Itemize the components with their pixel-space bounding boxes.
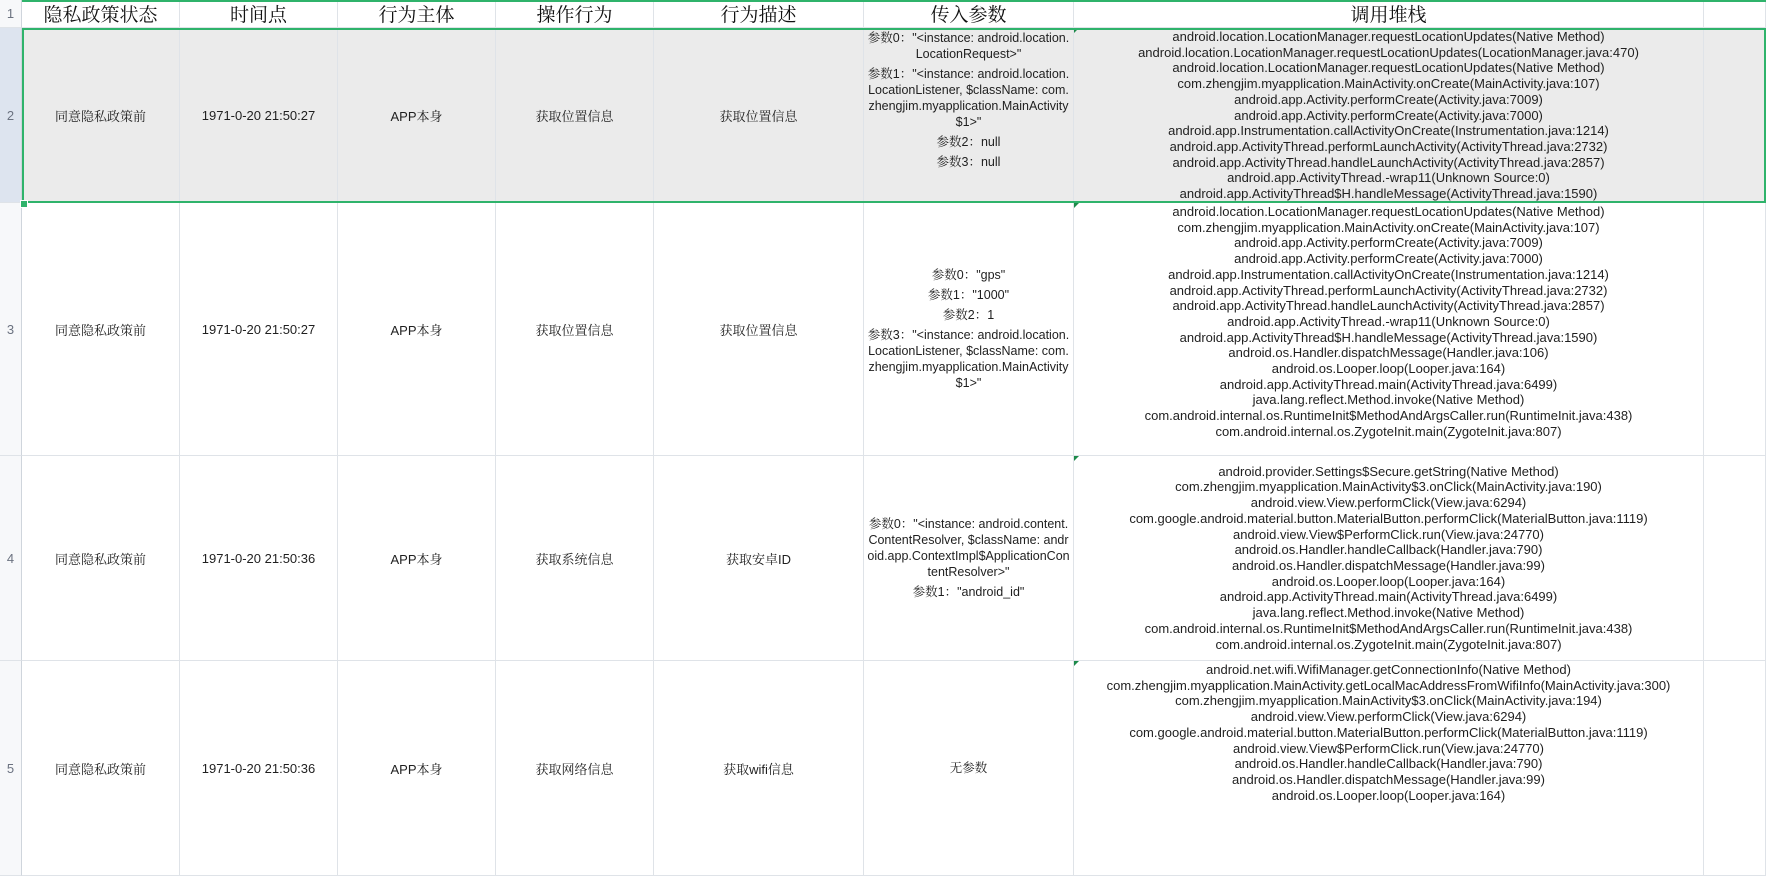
param-line: 参数1："android_id" (912, 585, 1025, 599)
cell-actor[interactable]: APP本身 (338, 28, 496, 203)
cell-description[interactable]: 获取位置信息 (654, 28, 864, 203)
cell-actor[interactable]: APP本身 (338, 661, 496, 876)
comment-marker-icon (1074, 28, 1079, 33)
column-header-time[interactable]: 时间点 (180, 0, 338, 28)
stack-line: android.app.Instrumentation.callActivityOnCreate(Instrumentation.java:1214) (1168, 123, 1609, 139)
stack-line: com.android.internal.os.ZygoteInit.main(ZygoteInit.java:807) (1215, 636, 1562, 652)
stack-line: com.android.internal.os.RuntimeInit$MethodAndArgsCaller.run(RuntimeInit.java:438) (1144, 408, 1633, 424)
stack-line: android.os.Handler.handleCallback(Handler.java:790) (1234, 756, 1543, 772)
header-row (0, 0, 1766, 29)
param-line: 参数1："1000" (927, 288, 1010, 302)
stack-line: android.app.ActivityThread.main(ActivityThread.java:6499) (1219, 589, 1558, 605)
param-line: 参数0："gps" (931, 268, 1006, 282)
stack-line: android.os.Looper.loop(Looper.java:164) (1271, 787, 1506, 803)
cell-actor[interactable]: APP本身 (338, 456, 496, 661)
stack-line: android.app.Activity.performCreate(Activity.java:7000) (1234, 107, 1543, 123)
cell-stack[interactable] (1074, 456, 1704, 661)
column-header-actor[interactable]: 行为主体 (338, 0, 496, 28)
cell-empty[interactable] (1704, 203, 1766, 456)
cell-description[interactable]: 获取wifi信息 (654, 661, 864, 876)
stack-line: android.view.View$PerformClick.run(View.java:24770) (1233, 526, 1544, 542)
cell-stack[interactable] (1074, 661, 1704, 876)
param-line: 参数0："<instance: android.content.ContentResolver, $className: android.app.ContextImpl$ApplicationContentResolver>" (867, 517, 1070, 579)
cell-params[interactable] (864, 456, 1074, 661)
table-row[interactable] (0, 661, 1766, 876)
param-line: 参数1："<instance: android.location.LocationListener, $className: com.zhengjim.myapplication.MainActivity$1>" (867, 67, 1070, 129)
stack-line: com.google.android.material.button.MaterialButton.performClick(MaterialButton.java:1119) (1129, 724, 1648, 740)
stack-line: android.os.Handler.dispatchMessage(Handler.java:99) (1232, 558, 1545, 573)
param-line: 参数2：1 (942, 308, 995, 322)
stack-line: android.view.View.performClick(View.java:6294) (1250, 709, 1527, 725)
cell-status[interactable]: 同意隐私政策前 (22, 661, 180, 876)
stack-line: java.lang.reflect.Method.invoke(Native Method) (1252, 392, 1525, 408)
stack-line: android.app.ActivityThread$H.handleMessage(ActivityThread.java:1590) (1179, 329, 1598, 345)
column-header-description[interactable]: 行为描述 (654, 0, 864, 28)
param-line: 无参数 (949, 761, 988, 775)
comment-marker-icon (1074, 661, 1079, 666)
stack-line: android.app.ActivityThread.handleLaunchActivity(ActivityThread.java:2857) (1172, 298, 1605, 314)
comment-marker-icon (1074, 456, 1079, 461)
stack-line: android.net.wifi.WifiManager.getConnectionInfo(Native Method) (1206, 662, 1571, 677)
cell-time[interactable]: 1971-0-20 21:50:27 (180, 203, 338, 456)
column-header-privacy-status[interactable]: 隐私政策状态 (22, 0, 180, 28)
row-number[interactable]: 1 (0, 0, 22, 28)
stack-line: com.google.android.material.button.MaterialButton.performClick(MaterialButton.java:1119) (1129, 510, 1648, 526)
stack-line: com.zhengjim.myapplication.MainActivity.getLocalMacAddressFromWifiInfo(MainActivity.java:300) (1106, 677, 1671, 693)
stack-line: android.location.LocationManager.requestLocationUpdates(Native Method) (1172, 60, 1605, 76)
fill-handle[interactable] (20, 200, 28, 208)
table-row[interactable] (0, 203, 1766, 456)
cell-stack[interactable] (1074, 203, 1704, 456)
cell-empty[interactable] (1704, 456, 1766, 661)
stack-line: android.app.ActivityThread$H.handleMessage(ActivityThread.java:1590) (1179, 186, 1598, 202)
stack-line: android.app.ActivityThread.performLaunchActivity(ActivityThread.java:2732) (1169, 138, 1608, 154)
table-row[interactable] (0, 28, 1766, 203)
cell-description[interactable]: 获取位置信息 (654, 203, 864, 456)
cell-empty[interactable] (1704, 661, 1766, 876)
stack-line: android.os.Looper.loop(Looper.java:164) (1271, 573, 1506, 589)
cell-status[interactable]: 同意隐私政策前 (22, 203, 180, 456)
cell-action[interactable]: 获取系统信息 (496, 456, 654, 661)
stack-line: android.app.Activity.performCreate(Activity.java:7000) (1234, 251, 1543, 267)
selection-top-edge (22, 0, 1766, 2)
row-number[interactable]: 4 (0, 456, 22, 661)
column-header-action[interactable]: 操作行为 (496, 0, 654, 28)
stack-line: java.lang.reflect.Method.invoke(Native Method) (1252, 605, 1525, 621)
cell-params[interactable] (864, 203, 1074, 456)
stack-line: com.zhengjim.myapplication.MainActivity.onCreate(MainActivity.java:107) (1177, 76, 1600, 92)
cell-status[interactable]: 同意隐私政策前 (22, 28, 180, 203)
stack-line: android.app.ActivityThread.-wrap11(Unknown Source:0) (1227, 170, 1550, 186)
stack-line: com.zhengjim.myapplication.MainActivity$3.onClick(MainActivity.java:190) (1175, 479, 1602, 495)
cell-params[interactable] (864, 28, 1074, 203)
cell-description[interactable]: 获取安卓ID (654, 456, 864, 661)
stack-line: android.os.Handler.dispatchMessage(Handler.java:99) (1232, 771, 1545, 787)
stack-line: android.app.ActivityThread.-wrap11(Unknown Source:0) (1227, 313, 1550, 329)
cell-time[interactable]: 1971-0-20 21:50:36 (180, 661, 338, 876)
stack-line: com.zhengjim.myapplication.MainActivity$3.onClick(MainActivity.java:194) (1175, 693, 1602, 709)
stack-line: android.os.Handler.handleCallback(Handler.java:790) (1234, 542, 1543, 558)
stack-line: com.android.internal.os.RuntimeInit$MethodAndArgsCaller.run(RuntimeInit.java:438) (1144, 620, 1633, 636)
stack-line: com.zhengjim.myapplication.MainActivity.onCreate(MainActivity.java:107) (1177, 219, 1600, 235)
param-line: 参数0："<instance: android.location.LocationRequest>" (867, 31, 1070, 61)
comment-marker-icon (1074, 203, 1079, 208)
cell-params[interactable] (864, 661, 1074, 876)
cell-time[interactable]: 1971-0-20 21:50:27 (180, 28, 338, 203)
stack-line: android.location.LocationManager.requestLocationUpdates(LocationManager.java:470) (1138, 44, 1639, 60)
stack-line: android.app.ActivityThread.handleLaunchActivity(ActivityThread.java:2857) (1172, 154, 1605, 170)
stack-line: android.view.View$PerformClick.run(View.java:24770) (1233, 740, 1544, 756)
cell-action[interactable]: 获取位置信息 (496, 203, 654, 456)
cell-time[interactable]: 1971-0-20 21:50:36 (180, 456, 338, 661)
cell-action[interactable]: 获取位置信息 (496, 28, 654, 203)
cell-stack[interactable] (1074, 28, 1704, 203)
column-header-params[interactable]: 传入参数 (864, 0, 1074, 28)
column-header-stack[interactable]: 调用堆栈 (1074, 0, 1704, 28)
row-number[interactable]: 3 (0, 203, 22, 456)
param-line: 参数2：null (936, 135, 1001, 149)
param-line: 参数3："<instance: android.location.LocationListener, $className: com.zhengjim.myapplication.MainActivity$1>" (867, 328, 1070, 390)
table-row[interactable] (0, 456, 1766, 661)
stack-line: android.os.Looper.loop(Looper.java:164) (1271, 361, 1506, 377)
cell-empty[interactable] (1704, 28, 1766, 203)
stack-line: android.app.Activity.performCreate(Activity.java:7009) (1234, 235, 1543, 251)
cell-actor[interactable]: APP本身 (338, 203, 496, 456)
stack-line: android.app.Instrumentation.callActivityOnCreate(Instrumentation.java:1214) (1168, 266, 1609, 282)
param-line: 参数3：null (936, 155, 1001, 169)
cell-action[interactable]: 获取网络信息 (496, 661, 654, 876)
column-header-empty[interactable] (1704, 0, 1766, 28)
row-number[interactable]: 2 (0, 28, 22, 203)
stack-line: android.view.View.performClick(View.java:6294) (1250, 495, 1527, 511)
stack-line: android.app.Activity.performCreate(Activity.java:7009) (1234, 91, 1543, 107)
stack-line: com.android.internal.os.ZygoteInit.main(ZygoteInit.java:807) (1215, 423, 1562, 439)
cell-status[interactable]: 同意隐私政策前 (22, 456, 180, 661)
stack-line: android.app.ActivityThread.main(ActivityThread.java:6499) (1219, 376, 1558, 392)
stack-line: android.location.LocationManager.requestLocationUpdates(Native Method) (1172, 29, 1605, 44)
row-number[interactable]: 5 (0, 661, 22, 876)
stack-line: android.provider.Settings$Secure.getString(Native Method) (1218, 463, 1559, 479)
stack-line: android.location.LocationManager.requestLocationUpdates(Native Method) (1172, 204, 1605, 219)
stack-line: android.app.ActivityThread.performLaunchActivity(ActivityThread.java:2732) (1169, 282, 1608, 298)
stack-line: android.os.Handler.dispatchMessage(Handler.java:106) (1228, 345, 1549, 361)
